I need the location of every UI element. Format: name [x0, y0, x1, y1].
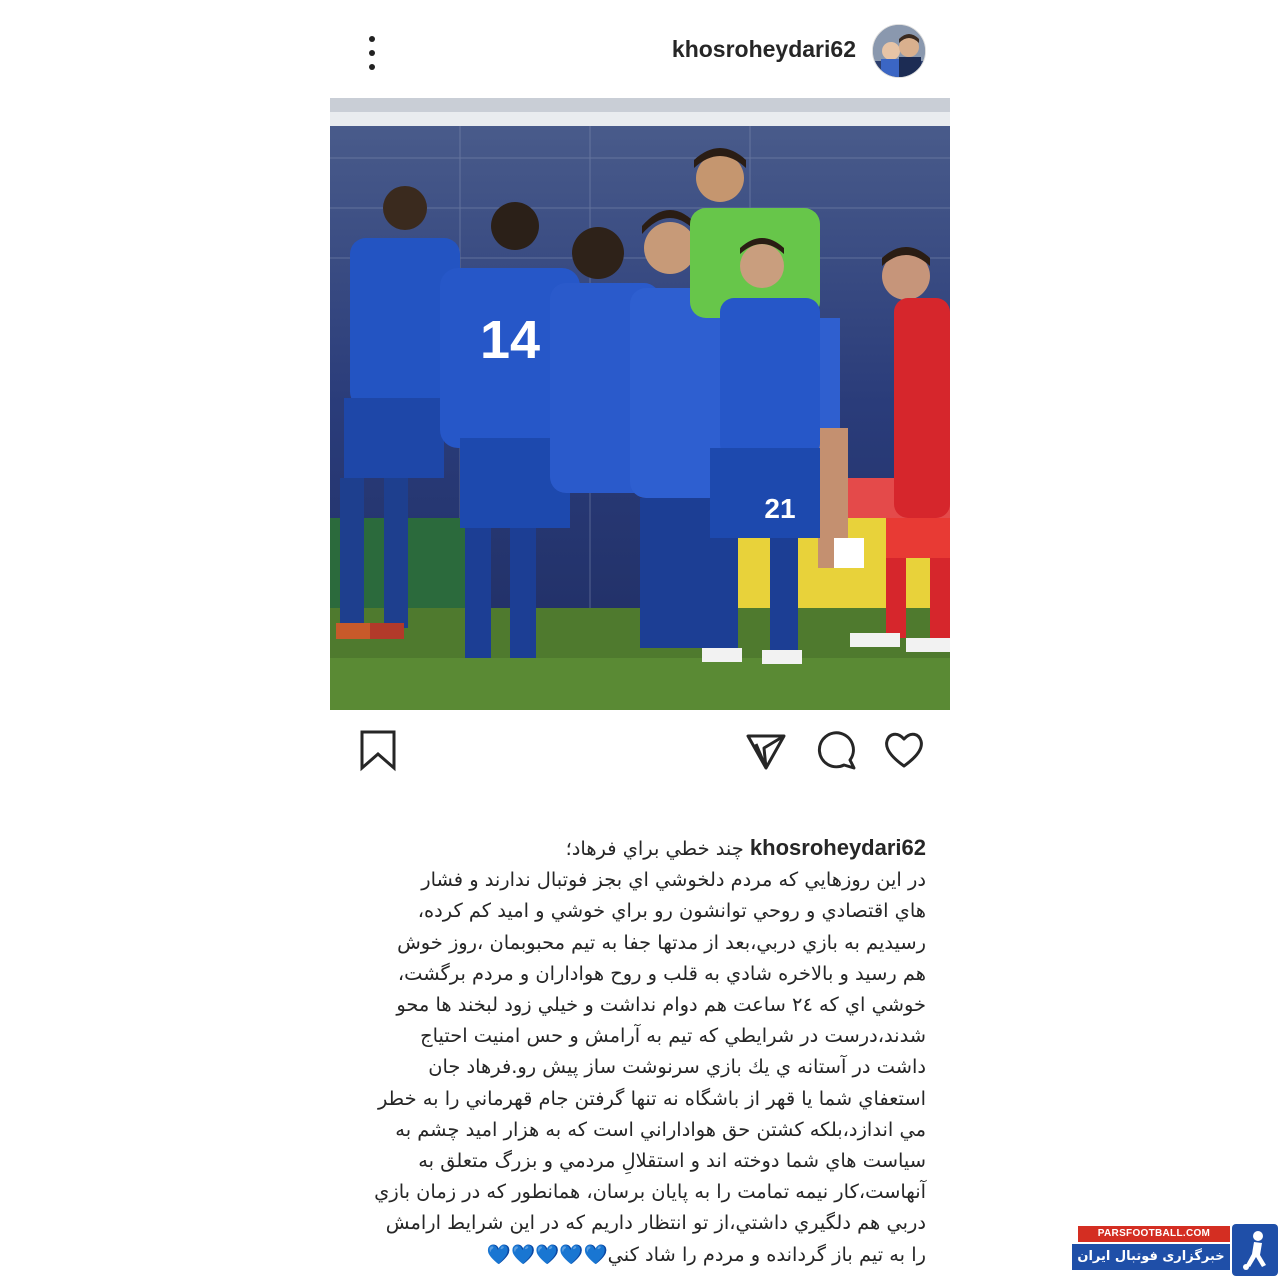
post-username[interactable]: khosroheydari62 [671, 36, 856, 62]
caption-last-text: را به تيم باز گردانده و مردم را شاد كني [607, 1242, 926, 1266]
avatar[interactable] [872, 24, 926, 78]
caption-line: در اين روزهايي كه مردم دلخوشي اي بجز فوتبال ندارند و فشار [421, 868, 926, 892]
watermark-site: PARSFOOTBALL.COM [1078, 1226, 1230, 1242]
send-icon[interactable] [744, 728, 788, 772]
bookmark-icon[interactable] [356, 728, 400, 772]
svg-text:21: 21 [764, 493, 796, 524]
parsfootball-watermark [1072, 1224, 1278, 1276]
caption-line: هاي اقتصادي و روحي توانشون رو براي خوشي و اميد كم كرده، [417, 899, 926, 923]
caption-last-line [352, 1239, 926, 1270]
post-actions [330, 724, 950, 780]
post-photo[interactable] [330, 98, 950, 710]
post-caption [352, 832, 926, 1270]
caption-line: آنهاست،كار نيمه تمامت را به پايان برسان، همانطور كه در زمان بازي [374, 1180, 926, 1204]
caption-title: چند خطي براي فرهاد؛ [565, 837, 744, 860]
caption-line: استعفاي شما يا قهر از باشگاه نه تنها گرفتن جام قهرماني را به خطر [377, 1086, 926, 1110]
post-header [330, 22, 950, 86]
comment-icon[interactable] [814, 728, 858, 772]
caption-line: شدند،درست در شرايطي كه تيم به آرامش و حس امنيت احتياج [420, 1024, 926, 1048]
blue-heart-emoji: 💙💙💙💙💙 [486, 1242, 608, 1266]
footballer-logo-icon [1232, 1224, 1278, 1276]
instagram-post [330, 0, 950, 1280]
caption-line: داشت در آستانه ي يك بازي سرنوشت ساز پيش رو.فرهاد جان [428, 1055, 926, 1079]
caption-line: مي اندازد،بلكه كشتن حق هواداراني است كه به هزار اميد چشم به [395, 1117, 926, 1141]
caption-first-line [352, 832, 926, 864]
svg-text:14: 14 [479, 310, 541, 370]
more-vertical-icon[interactable] [360, 36, 384, 70]
watermark-text: خبرگزاری فوتبال ایران [1072, 1244, 1230, 1270]
caption-username[interactable]: khosroheydari62 [749, 835, 926, 860]
caption-line: خوشي اي كه ٢٤ ساعت هم دوام نداشت و خيلي زود لبخند ها محو [396, 993, 926, 1017]
caption-line: دربي هم دلگيري داشتي،از تو انتظار داريم كه در اين شرايط ارامش [385, 1211, 926, 1235]
caption-line: هم رسيد و بالاخره شادي به قلب و روح هواداران و مردم برگشت، [397, 961, 926, 985]
caption-line: سياست هاي شما دوخته اند و استقلالِ مردمي و بزرگ متعلق به [418, 1149, 926, 1173]
heart-icon[interactable] [882, 728, 926, 772]
caption-line: رسيديم به بازي دربي،بعد از مدتها جفا به تيم محبوبمان ،روز خوش [397, 930, 926, 954]
